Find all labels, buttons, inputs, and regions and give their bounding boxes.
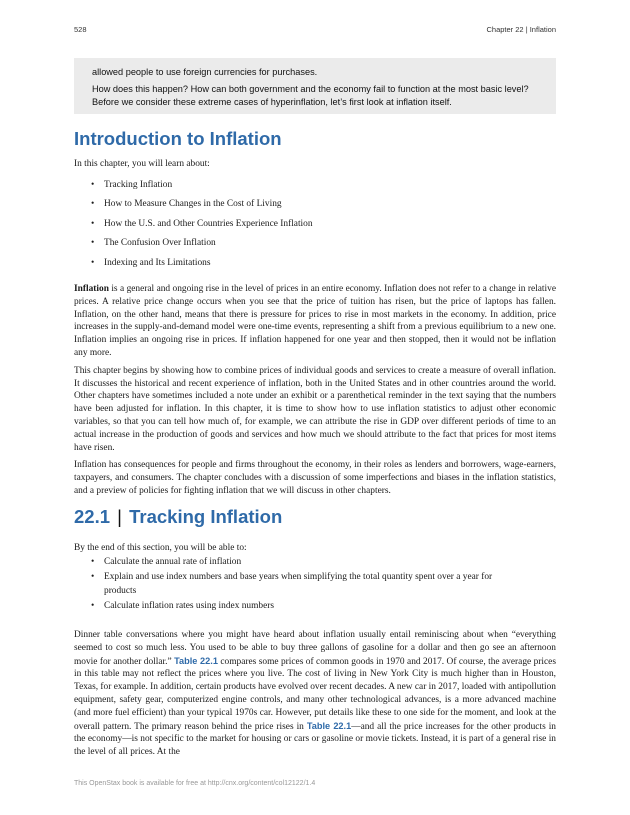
list-item: • Calculate inflation rates using index numbers xyxy=(74,599,544,614)
table-22-1-link[interactable]: Table 22.1 xyxy=(174,655,218,666)
page-number: 528 xyxy=(74,25,87,34)
section-title: Tracking Inflation xyxy=(129,506,283,527)
objectives-lead: By the end of this section, you will be able to: xyxy=(74,543,247,553)
paragraph xyxy=(74,283,556,360)
intro-body xyxy=(74,283,556,503)
section-separator: | xyxy=(117,506,122,527)
paragraph-text: is a general and ongoing rise in the level of prices in an entire economy. Inflation does not refer to a change in relative prices. A relative price change occurs when you see that the price of tuition has risen, but the price of laptops has fallen. Inflation, on the other hand, means that there is pressure for prices to rise in most markets in the economy. In addition, price increases in the supply-and-demand model were one-time events, representing a shift from a previous equilibrium to a new one. Inflation implies an ongoing rise in prices. If inflation happened for one year and then stopped, then it would not be inflation any more. xyxy=(74,284,556,358)
callout-box xyxy=(74,58,556,114)
list-item: • Explain and use index numbers and base years when simplifying the total quantity spent over a year for products xyxy=(74,570,544,599)
paragraph xyxy=(74,629,556,759)
running-header: Chapter 22 | Inflation xyxy=(486,25,556,34)
list-item: • The Confusion Over Inflation xyxy=(74,237,544,250)
list-item: • Tracking Inflation xyxy=(74,179,544,192)
section-body xyxy=(74,629,556,764)
paragraph: Inflation has consequences for people and firms throughout the economy, in their roles as lenders and borrowers, wage-earners, taxpayers, and consumers. The chapter concludes with a discussion of some imperfections and biases in the inflation statistics, and a preview of policies for fighting inflation that we will discuss in other chapters. xyxy=(74,460,556,496)
table-22-1-link[interactable]: Table 22.1 xyxy=(306,720,352,731)
section-number: 22.1 xyxy=(74,506,111,527)
learning-objectives xyxy=(74,555,544,613)
footer-note: This OpenStax book is available for free at http://cnx.org/content/col12122/1.4 xyxy=(74,780,316,787)
list-item: • Calculate the annual rate of inflation xyxy=(74,555,544,570)
section-heading-introduction: Introduction to Inflation xyxy=(74,128,282,149)
list-item: • How to Measure Changes in the Cost of Living xyxy=(74,198,544,211)
callout-paragraph: allowed people to use foreign currencies for purchases. xyxy=(92,67,318,77)
list-item: • Indexing and Its Limitations xyxy=(74,257,544,270)
section-heading-tracking-inflation xyxy=(74,506,282,528)
key-term: Inflation xyxy=(74,284,109,294)
paragraph-text: —and all the price increases for the other products in the economy—is not specific to the market for housing or cars or gasoline or movie tickets. Instead, it is part of a general rise in the level of all prices. At the xyxy=(74,721,556,758)
paragraph: This chapter begins by showing how to combine prices of individual goods and services to create a measure of overall inflation. It discusses the historical and recent experience of inflation, both in the United States and in other countries around the world. Other chapters have sometimes included a note under an exhibit or a parenthetical reminder in the text saying that the numbers have been adjusted for inflation. In this chapter, it is time to show how to use inflation statistics to adjust other economic variables, so that you can tell how much of, for example, we can attribute the rise in GDP over different periods of time to an actual increase in the production of goods and services and how much we should attribute to the fact that prices for most items have risen. xyxy=(74,365,556,453)
topics-list xyxy=(74,179,544,276)
callout-paragraph: How does this happen? How can both government and the economy fail to function at the most basic level? Before we consider these extreme cases of hyperinflation, let’s first look at inflation itself. xyxy=(92,84,529,107)
intro-lead: In this chapter, you will learn about: xyxy=(74,159,210,169)
list-item: • How the U.S. and Other Countries Experience Inflation xyxy=(74,218,544,231)
paragraph-text: Dinner table conversations where you might have heard about inflation usually entail reminiscing about when “everything seemed to cost so much less. You used to be able to buy three gallons of gasoline for a dollar and then go see an afternoon movie for another dollar.” xyxy=(74,630,556,667)
paragraph-text: compares some prices of common goods in 1970 and 2017. Of course, the average prices in this table may not reflect the prices where you live. The cost of living in New York City is much higher than in Houston, Texas, for example. In addition, certain products have evolved over recent decades. A new car in 2017, loaded with antipollution equipment, safety gear, computerized engine controls, and many other technological advances, is a more advanced machine (and more fuel efficient) than your typical 1970s car. However, put details like these to one side for the moment, and look at the overall pattern. The primary reason behind the price rises in xyxy=(74,656,556,732)
